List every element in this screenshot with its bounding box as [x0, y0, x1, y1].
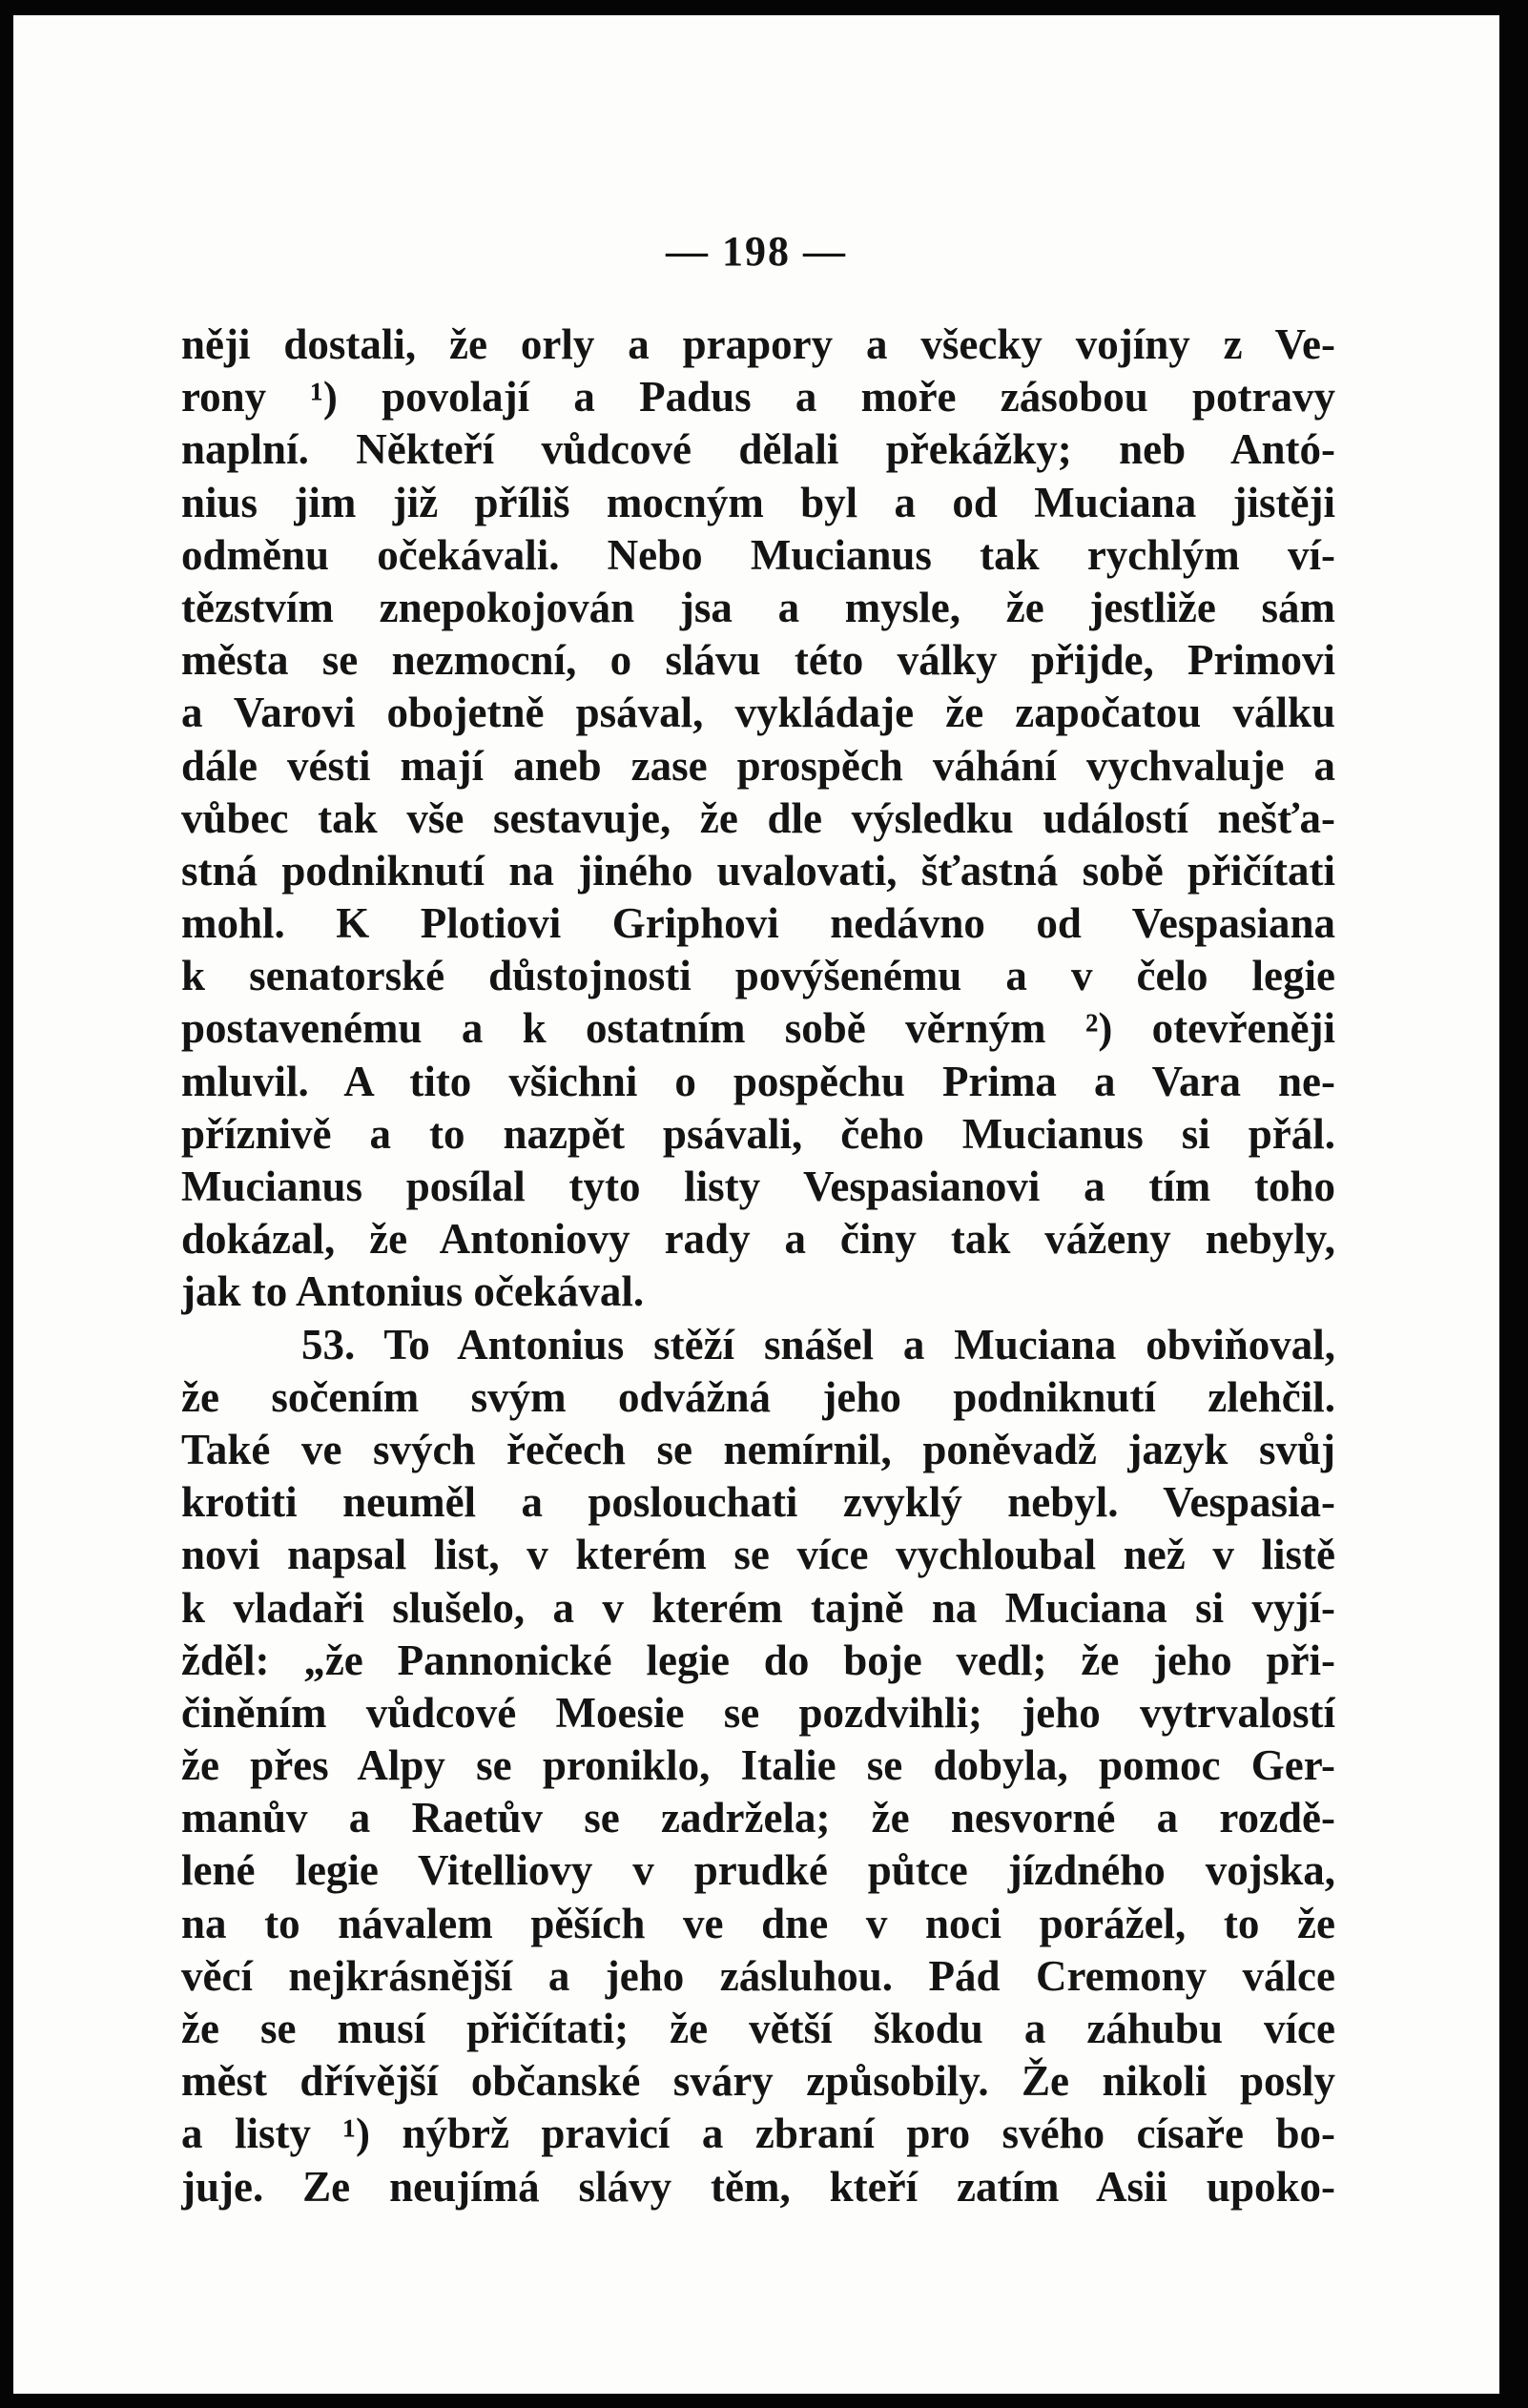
text-line: že přes Alpy se proniklo, Italie se dobyla, pomoc Ger- [181, 1741, 1335, 1790]
text-line: rony ¹) povolají a Padus a moře zásobou potravy [181, 373, 1335, 422]
body-text [181, 319, 1335, 2213]
text-line: věcí nejkrásnější a jeho zásluhou. Pád Cremony válce [181, 1951, 1335, 2000]
text-line: na to návalem pěších ve dne v noci porážel, to že [181, 1899, 1335, 1947]
text-line: tězstvím znepokojován jsa a mysle, že jestliže sám [181, 583, 1335, 631]
text-line: a Varovi obojetně psával, vykládaje že započatou válku [181, 689, 1335, 737]
text-line: krotiti neuměl a poslouchati zvyklý nebyl. Vespasia- [181, 1478, 1335, 1527]
text-line: příznivě a to nazpět psávali, čeho Mucianus si přál. [181, 1109, 1335, 1158]
text-line: lené legie Vitelliovy v prudké půtce jízdného vojska, [181, 1846, 1335, 1895]
text-line: Také ve svých řečech se nemírnil, poněvadž jazyk svůj [181, 1425, 1335, 1473]
text-line: 53. To Antonius stěží snášel a Muciana obviňoval, [301, 1320, 1335, 1369]
text-line: k senatorské důstojnosti povýšenému a v čelo legie [181, 952, 1335, 1000]
text-line: novi napsal list, v kterém se více vychloubal než v listě [181, 1531, 1335, 1579]
text-line: něji dostali, že orly a prapory a všecky vojíny z Ve- [181, 320, 1335, 368]
text-line: odměnu očekávali. Nebo Mucianus tak rychlým ví- [181, 530, 1335, 579]
book-page [13, 15, 1499, 2394]
text-line: k vladaři slušelo, a v kterém tajně na Muciana si vyjí- [181, 1583, 1335, 1632]
text-line: žděl: „že Pannonické legie do boje vedl; že jeho při- [181, 1636, 1335, 1684]
text-line: mohl. K Plotiovi Griphovi nedávno od Vespasiana [181, 899, 1335, 948]
text-line: že se musí přičítati; že větší škodu a záhubu více [181, 2005, 1335, 2052]
page-number: — 198 — [666, 228, 847, 275]
text-line: manův a Raetův se zadržela; že nesvorné a rozdě- [181, 1794, 1335, 1842]
text-line: juje. Ze neujímá slávy těm, kteří zatím Asii upoko- [181, 2162, 1335, 2211]
text-line: vůbec tak vše sestavuje, že dle výsledku událostí nešťa- [181, 793, 1335, 842]
text-line: jak to Antonius očekával. [181, 1267, 645, 1316]
text-line: města se nezmocní, o slávu této války přijde, Primovi [181, 636, 1335, 685]
text-line: že sočením svým odvážná jeho podniknutí zlehčil. [181, 1372, 1335, 1421]
text-line: činěním vůdcové Moesie se pozdvihli; jeho vytrvalostí [181, 1688, 1335, 1737]
text-line: stná podniknutí na jiného uvalovati, šťastná sobě přičítati [181, 846, 1335, 895]
text-line: dokázal, že Antoniovy rady a činy tak váženy nebyly, [181, 1215, 1335, 1264]
text-line: naplní. Někteří vůdcové dělali překážky; neb Antó- [181, 425, 1335, 474]
text-line: dále vésti mají aneb zase prospěch váhání vychvaluje a [181, 741, 1335, 790]
text-line: mluvil. A tito všichni o pospěchu Prima a Vara ne- [181, 1057, 1335, 1105]
text-line: nius jim již příliš mocným byl a od Muciana jistěji [181, 478, 1335, 526]
text-line: postavenému a k ostatním sobě věrným ²) otevřeněji [181, 1004, 1335, 1053]
text-line: měst dřívější občanské sváry způsobily. Že nikoli posly [181, 2057, 1335, 2106]
text-line: Mucianus posílal tyto listy Vespasianovi a tím toho [181, 1163, 1335, 1210]
text-line: a listy ¹) nýbrž pravicí a zbraní pro svého císaře bo- [181, 2110, 1335, 2158]
